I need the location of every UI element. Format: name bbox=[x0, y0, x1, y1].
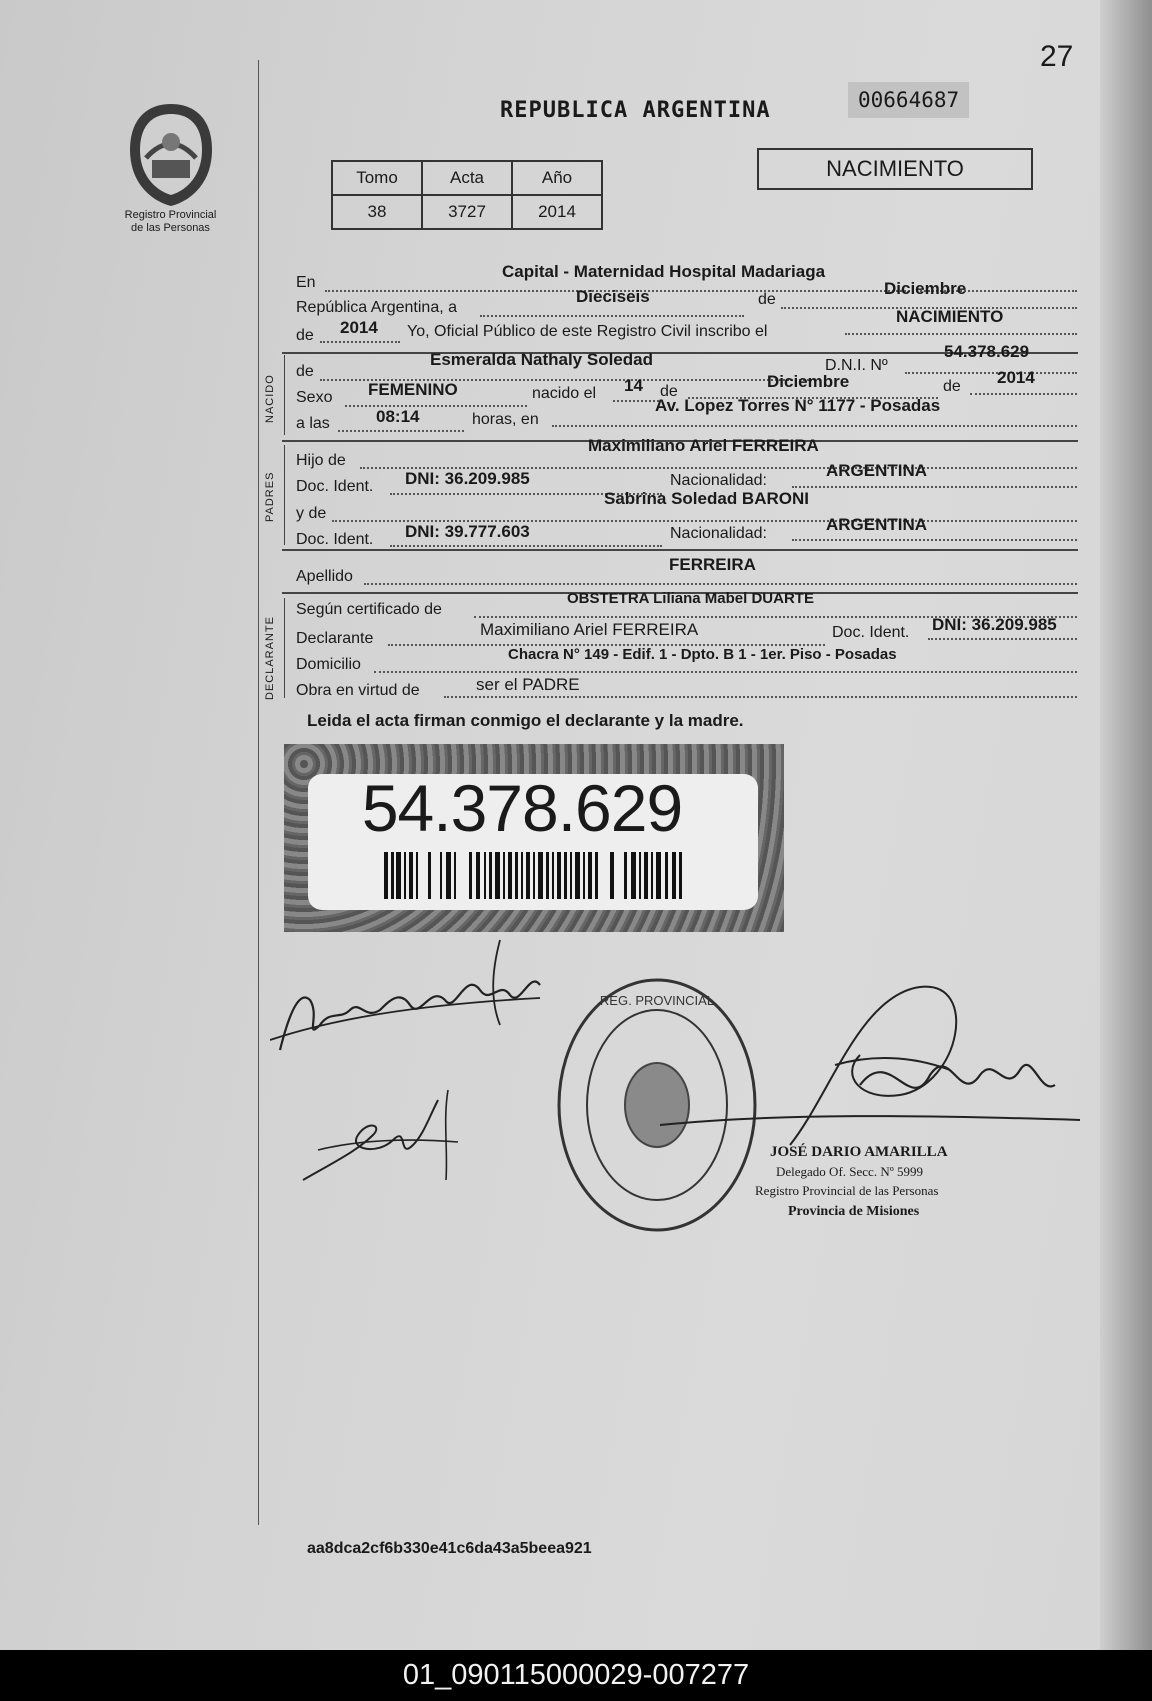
dotted-line bbox=[444, 696, 1077, 698]
closing-statement: Leida el acta firman conmigo el declarante y la madre. bbox=[307, 711, 744, 730]
surname-value: FERREIRA bbox=[669, 555, 756, 574]
father-doc-value: DNI: 36.209.985 bbox=[405, 469, 530, 488]
sex-value: FEMENINO bbox=[368, 380, 458, 399]
page-number: 27 bbox=[1040, 40, 1074, 73]
dotted-line bbox=[320, 341, 400, 343]
birth-time-value: 08:14 bbox=[376, 407, 420, 426]
dotted-line bbox=[374, 671, 1077, 673]
label-hijo-de: Hijo de bbox=[296, 452, 346, 469]
label-de: de bbox=[660, 383, 678, 400]
scan-edge bbox=[1100, 0, 1152, 1650]
scan-file-id: 01_090115000029-007277 bbox=[0, 1650, 1152, 1701]
birth-day-value: 14 bbox=[624, 376, 643, 395]
official-name: JOSÉ DARIO AMARILLA bbox=[770, 1144, 948, 1160]
dotted-line bbox=[613, 400, 659, 402]
mother-doc-value: DNI: 39.777.603 bbox=[405, 522, 530, 541]
label-doc-ident: Doc. Ident. bbox=[832, 624, 910, 641]
dotted-line bbox=[552, 425, 1077, 427]
section-bracket bbox=[284, 355, 285, 435]
table-header: Tomo bbox=[332, 161, 422, 195]
registry-table bbox=[331, 160, 603, 230]
certificate-value: OBSTETRA Liliana Mabel DUARTE bbox=[567, 590, 814, 607]
label-nacido-el: nacido el bbox=[532, 385, 597, 402]
document-hash: aa8dca2cf6b330e41c6da43a5beea921 bbox=[307, 1540, 592, 1557]
child-dni-value: 54.378.629 bbox=[944, 342, 1030, 361]
dotted-line bbox=[345, 405, 527, 407]
label-oficial: Yo, Oficial Público de este Registro Civil inscribo el bbox=[407, 323, 768, 340]
dotted-line bbox=[792, 486, 1077, 488]
label-doc-ident: Doc. Ident. bbox=[296, 531, 374, 548]
serial-number: 00664687 bbox=[848, 82, 969, 118]
mother-nationality-value: ARGENTINA bbox=[826, 515, 928, 534]
label-de: de bbox=[296, 327, 314, 344]
month-value: Diciembre bbox=[884, 279, 967, 298]
father-nationality-value: ARGENTINA bbox=[826, 461, 928, 480]
section-label-padres: PADRES bbox=[264, 471, 276, 522]
seal-text: REG. PROVINCIAL bbox=[599, 993, 715, 1008]
label-nacionalidad: Nacionalidad: bbox=[670, 525, 767, 542]
declarant-doc-value: DNI: 36.209.985 bbox=[932, 615, 1057, 634]
table-cell: 2014 bbox=[512, 195, 602, 229]
label-dni: D.N.I. Nº bbox=[825, 357, 888, 374]
label-nacionalidad: Nacionalidad: bbox=[670, 472, 767, 489]
birth-month-value: Diciembre bbox=[767, 372, 850, 391]
document-type-box: NACIMIENTO bbox=[757, 148, 1033, 190]
label-segun-certificado: Según certificado de bbox=[296, 601, 442, 618]
dotted-line bbox=[970, 393, 1077, 395]
event-value: NACIMIENTO bbox=[896, 307, 1004, 326]
dotted-line bbox=[928, 638, 1077, 640]
dotted-line bbox=[480, 315, 744, 317]
section-label-declarante: DECLARANTE bbox=[264, 616, 276, 700]
section-bracket bbox=[284, 598, 285, 698]
mother-signature-icon bbox=[298, 1080, 468, 1190]
label-a-las: a las bbox=[296, 415, 330, 432]
dotted-line bbox=[845, 333, 1077, 335]
table-cell: 3727 bbox=[422, 195, 512, 229]
day-value: Dieciseis bbox=[576, 287, 650, 306]
birth-year-value: 2014 bbox=[997, 368, 1035, 387]
table-header: Acta bbox=[422, 161, 512, 195]
label-obra-en-virtud: Obra en virtud de bbox=[296, 682, 420, 699]
section-label-nacido: NACIDO bbox=[264, 374, 276, 423]
address-value: Chacra N° 149 - Edif. 1 - Dpto. B 1 - 1er. Piso - Posadas bbox=[508, 646, 897, 663]
official-title: Delegado Of. Secc. Nº 5999 bbox=[776, 1164, 923, 1179]
label-republica: República Argentina, a bbox=[296, 299, 457, 316]
label-de: de bbox=[943, 378, 961, 395]
year-value: 2014 bbox=[340, 318, 378, 337]
label-declarante: Declarante bbox=[296, 630, 374, 647]
section-bracket bbox=[284, 445, 285, 545]
dotted-line bbox=[792, 539, 1077, 541]
official-registry: Registro Provincial de las Personas bbox=[755, 1183, 939, 1198]
label-doc-ident: Doc. Ident. bbox=[296, 478, 374, 495]
document-title: REPUBLICA ARGENTINA bbox=[500, 98, 771, 123]
label-apellido: Apellido bbox=[296, 568, 353, 585]
table-cell: 38 bbox=[332, 195, 422, 229]
id-number: 54.378.629 bbox=[361, 771, 683, 845]
father-name-value: Maximiliano Ariel FERREIRA bbox=[588, 436, 819, 455]
table-header: Año bbox=[512, 161, 602, 195]
left-margin-line bbox=[258, 60, 259, 1525]
dotted-line bbox=[905, 372, 1077, 374]
child-name-value: Esmeralda Nathaly Soledad bbox=[430, 350, 653, 369]
label-domicilio: Domicilio bbox=[296, 656, 361, 673]
label-sexo: Sexo bbox=[296, 389, 333, 406]
declarant-signature-icon bbox=[270, 930, 550, 1060]
dotted-line bbox=[390, 545, 662, 547]
barcode-icon bbox=[384, 852, 684, 899]
official-province: Provincia de Misiones bbox=[788, 1204, 920, 1219]
declarant-name-value: Maximiliano Ariel FERREIRA bbox=[480, 620, 699, 639]
label-horas: horas, en bbox=[472, 411, 539, 428]
relationship-value: ser el PADRE bbox=[476, 675, 580, 694]
province-coat-of-arms-icon bbox=[126, 100, 216, 210]
label-de: de bbox=[296, 363, 314, 380]
label-en: En bbox=[296, 274, 316, 291]
logo-caption: Registro Provincial de las Personas bbox=[124, 209, 217, 234]
dotted-line bbox=[364, 583, 1077, 585]
birth-address-value: Av. Lopez Torres N° 1177 - Posadas bbox=[655, 396, 941, 415]
label-de: de bbox=[758, 291, 776, 308]
mother-name-value: Sabrina Soledad BARONI bbox=[604, 489, 809, 508]
place-value: Capital - Maternidad Hospital Madariaga bbox=[502, 262, 826, 281]
section-divider bbox=[282, 549, 1078, 551]
dotted-line bbox=[338, 430, 464, 432]
label-y-de: y de bbox=[296, 505, 327, 522]
